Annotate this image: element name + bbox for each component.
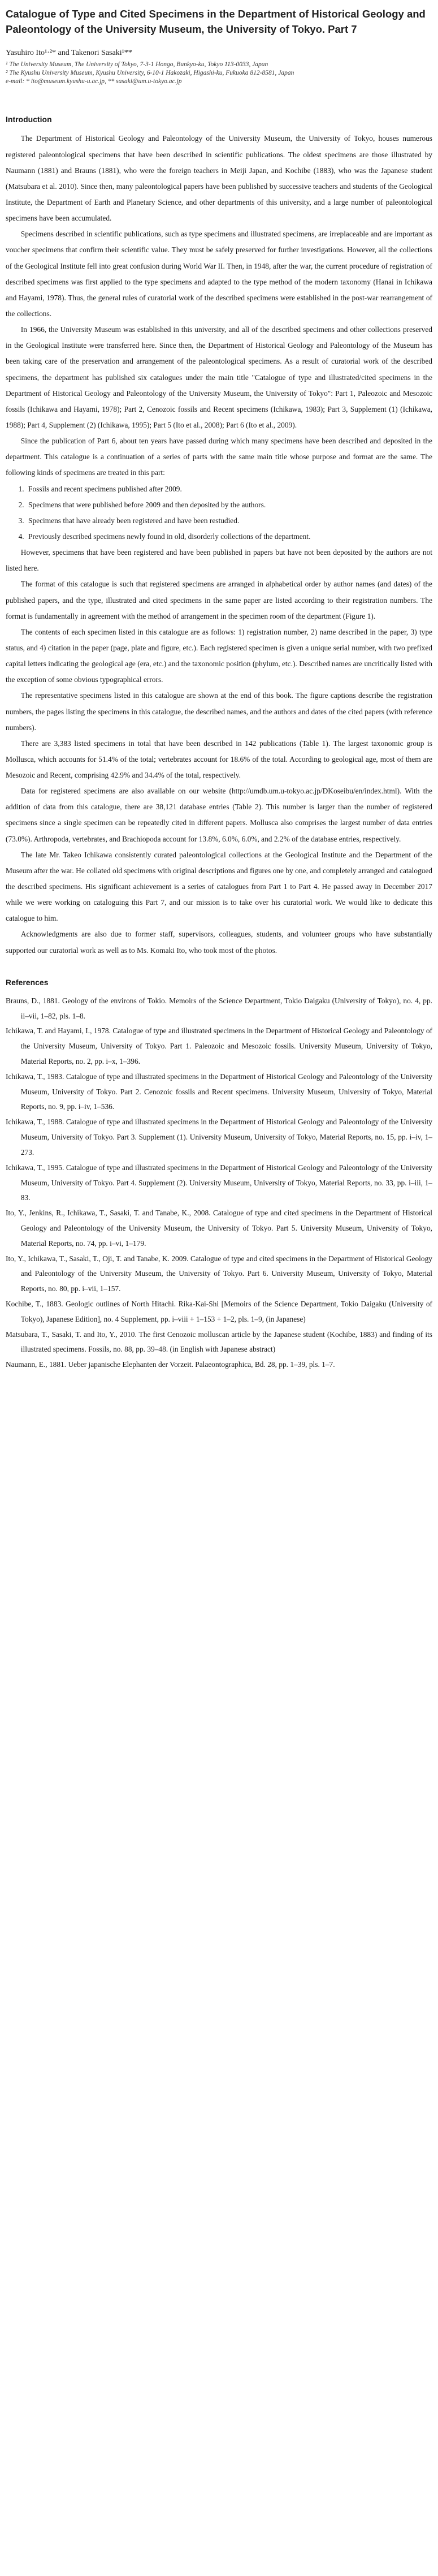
intro-paragraph: There are 3,383 listed specimens in total that have been described in 142 publications (Table 1). The largest taxonomic group is Mollusca, which accounts for 51.4% of the total; vertebrates account for 18.6% of the total. According to geological age, most of them are Mesozoic and Recent, comprising 42.9% and 34.4% of the total, respectively. [6, 739, 432, 780]
intro-paragraph: Data for registered specimens are also available on our website (http://umdb.um.u-tokyo.ac.jp/DKoseibu/en/index.html). With the addition of data from this catalogue, there are 38,121 database entries (Table 2). This number is larger than the number of registered specimens since a single specimen can be repeatedly cited in different papers. Mollusca also comprises the largest number of data entries (73.0%). Arthropoda, vertebrates, and Brachiopoda account for 13.8%, 6.0%, 6.0%, and 2.2% of the database entries, respectively. [6, 787, 432, 843]
intro-paragraph: In 1966, the University Museum was established in this university, and all of the described specimens and other collections preserved in the Geological Institute were transferred here. Since then, the Department of Historical Geology and Paleontology of the Museum has been taking care of the preservation and arrangement of the paleontological specimens. As a result of curatorial work of the described specimens, the department has published six catalogues under the main title "Catalogue of type and illustrated/cited specimens in the Department of Historical Geology and Paleontology of the University Museum, the University of Tokyo": Part 1, Paleozoic and Mesozoic fossils (Ichikawa and Hayami, 1978); Part 2, Cenozoic fossils and Recent specimens (Ichikawa, 1983); Part 3, Supplement (1) (Ichikawa, 1988); Part 4, Supplement (2) (Ichikawa, 1995); Part 5 (Ito et al., 2008); Part 6 (Ito et al., 2009). [6, 325, 432, 429]
intro-paragraph: The representative specimens listed in this catalogue are shown at the end of this book. The figure captions describe the registration numbers, the pages listing the specimens in this catalogue, the described names, and the authors and dates of the cited papers (with reference numbers). [6, 691, 432, 732]
paper-title: Catalogue of Type and Cited Specimens in the Department of Historical Geology and Paleontology of the University Museum, the University of Tokyo. Part 7 [6, 8, 426, 35]
specimen-kind-item: 3. Specimens that have already been registered and have been restudied. [26, 513, 432, 529]
intro-paragraph: Since the publication of Part 6, about ten years have passed during which many specimens have been described and deposited in the department. This catalogue is a continuation of a series of parts with the same main title whose purpose and format are the same. The following kinds of specimens are treated in this part: [6, 437, 432, 477]
specimen-kind-item: 2. Specimens that were published before 2009 and then deposited by the authors. [26, 497, 432, 513]
reference-item: Ichikawa, T., 1988. Catalogue of type and illustrated specimens in the Department of Historical Geology and Paleontology of the University Museum, University of Tokyo. Part 3. Supplement (1). University Museum, University of Tokyo, Material Reports, no. 15, pp. i–iv, 1–273. [6, 1117, 432, 1157]
reference-item: Ichikawa, T., 1983. Catalogue of type and illustrated specimens in the Department of Historical Geology and Paleontology of the University Museum, University of Tokyo. Part 2. Cenozoic fossils and Recent specimens. University Museum, University of Tokyo, Material Reports, no. 9, pp. i–iv, 1–536. [6, 1072, 432, 1111]
reference-item: Naumann, E., 1881. Ueber japanische Elephanten der Vorzeit. Palaeontographica, Bd. 28, pp. 1–39, pls. 1–7. [6, 1360, 335, 1369]
author-block [6, 49, 432, 86]
reference-list [6, 994, 432, 1373]
reference-item: Ichikawa, T. and Hayami, I., 1978. Catalogue of type and illustrated specimens in the Department of Historical Geology and Paleontology of the University Museum, University of Tokyo. Part 1. Paleozoic and Mesozoic fossils. University Museum, University of Tokyo, Material Reports, no. 2, pp. i–x, 1–396. [6, 1026, 432, 1065]
references-heading: References [6, 977, 49, 987]
affiliation-1: ¹ The University Museum, The University of Tokyo, 7-3-1 Hongo, Bunkyo-ku, Tokyo 113-0033, Japan [6, 61, 268, 68]
introduction-heading: Introduction [6, 115, 52, 124]
intro-paragraph: The format of this catalogue is such that registered specimens are arranged in alphabetical order by author names (and dates) of the published papers, and the type, illustrated and cited specimens in the same paper are listed according to their registration numbers. The format is fundamentally in agreement with the method of arrangement in the specimen room of the department (Figure 1). [6, 580, 432, 620]
reference-item: Matsubara, T., Sasaki, T. and Ito, Y., 2010. The first Cenozoic molluscan article by the Japanese student (Kochibe, 1883) and finding of its illustrated specimens. Fossils, no. 88, pp. 39–48. (in English with Japanese abstract) [6, 1330, 432, 1354]
reference-item: Ito, Y., Jenkins, R., Ichikawa, T., Sasaki, T. and Tanabe, K., 2008. Catalogue of type and cited specimens in the Department of Historical Geology and Paleontology of the University Museum, the University of Tokyo. Part 5. University Museum, University of Tokyo, Material Reports, no. 74, pp. i–vi, 1–179. [6, 1209, 432, 1248]
reference-item: Kochibe, T., 1883. Geologic outlines of North Hitachi. Rika-Kai-Shi [Memoirs of the Science Department, Tokio Daigaku (University of Tokyo), Japanese Edition], no. 4 Supplement, pp. i–viii + 1–153 + 1–2, pls. 1–9, (in Japanese) [6, 1300, 432, 1323]
reference-item: Ito, Y., Ichikawa, T., Sasaki, T., Oji, T. and Tanabe, K. 2009. Catalogue of type and cited specimens in the Department of Historical Geology and Paleontology of the University Museum, the University of Tokyo. Part 6. University Museum, University of Tokyo, Material Reports, no. 80, pp. i–vii, 1–157. [6, 1254, 432, 1293]
intro-paragraph: The late Mr. Takeo Ichikawa consistently curated paleontological collections at the Geological Institute and the Department of the Museum after the war. He collated old specimens with original descriptions and figures one by one, and completely arranged and catalogued the described specimens. His significant achievement is a series of catalogues from Part 1 to Part 4. He passed away in December 2017 while we were working on cataloguing this Part 7, and our mission is to take over his curatorial work. We would like to dedicate this catalogue to him. [6, 850, 432, 923]
author-emails: e-mail: * ito@museum.kyushu-u.ac.jp, ** sasaki@um.u-tokyo.ac.jp [6, 77, 182, 85]
reference-item: Brauns, D., 1881. Geology of the environs of Tokio. Memoirs of the Science Department, Tokio Daigaku (University of Tokyo), no. 4, pp. ii–vii, 1–82, pls. 1–8. [6, 996, 432, 1020]
intro-paragraph: The Department of Historical Geology and Paleontology of the University Museum, the University of Tokyo, houses numerous registered paleontological specimens that have been described in scientific publications. The oldest specimens are those illustrated by Naumann (1881) and Brauns (1881), who were the foreign teachers in Meiji Japan, and Kochibe (1883), who was the Japanese student (Matsubara et al. 2010). Since then, many paleontological papers have been published by successive teachers and students of the Geological Institute, the Department of Earth and Planetary Science, and other departments of this university, and a large number of paleontological specimens have been accumulated. [6, 134, 432, 223]
specimen-kinds-list [6, 481, 432, 545]
references-section [6, 978, 432, 1373]
intro-paragraph: The contents of each specimen listed in this catalogue are as follows: 1) registration number, 2) name described in the paper, 3) type status, and 4) citation in the paper (page, plate and figure, etc.). Each registered specimen is given a unique serial number, with two prefixed capital letters indicating the geological age (era, etc.) and the taxonomic position (phylum, etc.). Described names are uncritically listed with the exception of some obvious typographical errors. [6, 627, 432, 684]
reference-item: Ichikawa, T., 1995. Catalogue of type and illustrated specimens in the Department of Historical Geology and Paleontology of the University Museum, University of Tokyo. Part 4. Supplement (2). University Museum, University of Tokyo, Material Reports, no. 33, pp. i–iii, 1–83. [6, 1163, 432, 1202]
introduction-section [6, 115, 432, 958]
intro-paragraph: However, specimens that have been registered and have been published in papers but have not been deposited by the authors are not listed here. [6, 548, 432, 573]
intro-paragraph: Acknowledgments are also due to former staff, supervisors, colleagues, students, and volunteer groups who have substantially supported our curatorial work as well as to Ms. Komaki Ito, who took most of the photos. [6, 930, 432, 955]
author-list: Yasuhiro Ito¹·²* and Takenori Sasaki¹** [6, 48, 132, 57]
intro-paragraph: Specimens described in scientific publications, such as type specimens and illustrated specimens, are irreplaceable and are important as voucher specimens that confirm their scientific value. They must be safely preserved for further investigations. However, all the collections of the Geological Institute fell into great confusion during World War II. Then, in 1948, after the war, the current procedure of registration of described specimens was first applied to the type specimens and adapted to the type method of the modern taxonomy (Hanai in Ichikawa and Hayami, 1978). Thus, the general rules of curatorial work of the described specimens were established in the post-war rearrangement of the collections. [6, 230, 432, 318]
specimen-kind-item: 4. Previously described specimens newly found in old, disorderly collections of the department. [26, 529, 432, 545]
affiliation-2: ² The Kyushu University Museum, Kyushu University, 6-10-1 Hakozaki, Higashi-ku, Fukuoka 812-8581, Japan [6, 69, 294, 76]
specimen-kind-item: 1. Fossils and recent specimens published after 2009. [26, 481, 432, 497]
